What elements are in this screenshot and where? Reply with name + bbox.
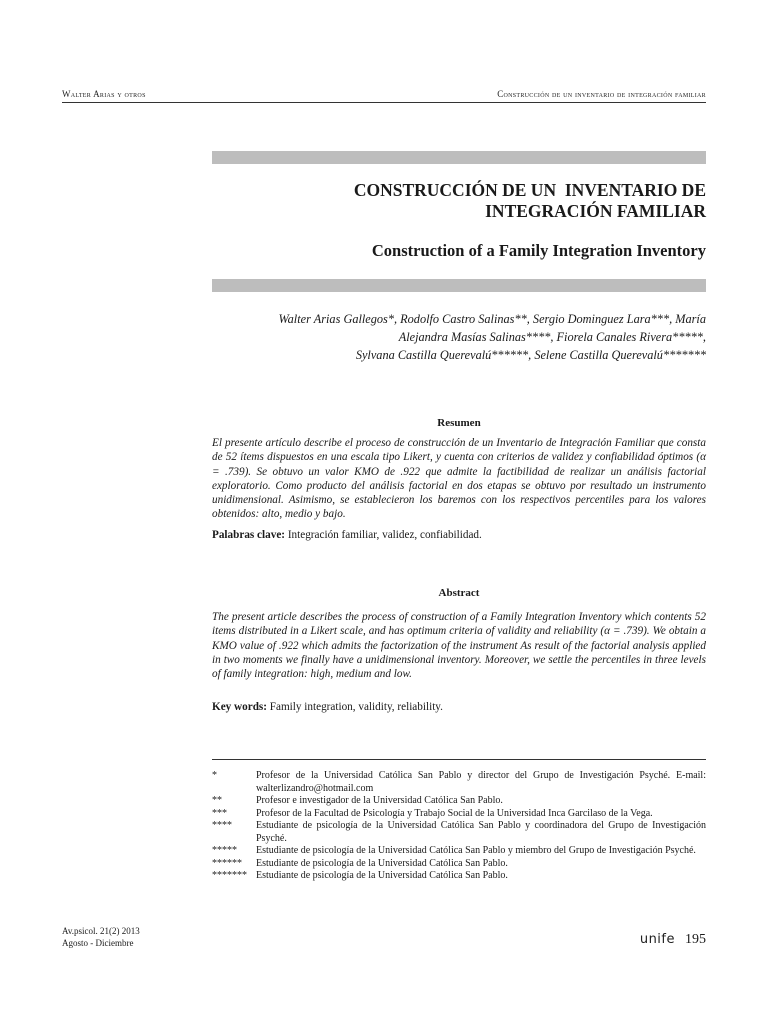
- running-head-left: Walter Arias y otros: [62, 89, 146, 99]
- article-title-english: Construction of a Family Integration Inventory: [371, 241, 706, 260]
- footnote-text: Estudiante de psicología de la Universidad Católica San Pablo.: [256, 870, 508, 881]
- footnote-mark: *******: [212, 870, 247, 881]
- header-rule: [62, 102, 706, 103]
- journal-info: [62, 925, 140, 949]
- palabras-clave: [212, 529, 706, 541]
- footnote-text: Profesor de la Facultad de Psicología y Trabajo Social de la Universidad Inca Garcilaso de la Vega.: [256, 807, 653, 819]
- authors-line-1: Walter Arias Gallegos*, Rodolfo Castro Salinas**, Sergio Dominguez Lara***, María: [278, 312, 706, 326]
- page-number: 195: [685, 932, 706, 947]
- key-words: [212, 701, 706, 713]
- footnote-text: Estudiante de psicología de la Universidad Católica San Pablo y coordinadora del Grupo de Investigación Psyché.: [256, 820, 706, 844]
- abstract-heading: Abstract: [438, 587, 480, 599]
- journal-volume: Av.psicol. 21(2) 2013: [62, 926, 140, 936]
- footnote: [212, 770, 706, 795]
- footnote: [212, 858, 706, 871]
- page-footer-right: [640, 932, 706, 948]
- footnote-mark: *: [212, 770, 217, 781]
- footnote: [212, 870, 706, 883]
- authors-line-2: Alejandra Masías Salinas****, Fiorela Canales Rivera*****,: [398, 330, 706, 344]
- journal-period: Agosto - Diciembre: [62, 938, 134, 948]
- resumen-text: El presente artículo describe el proceso de construcción de un Inventario de Integración Familiar que consta de 52 ítems dispuestos en una escala tipo Likert, y cuenta con criterios de validez y confiabilidad óptimos (α = .739). Se obtuvo un valor KMO de .922 que admite la factibilidad de realizar un análisis factorial exploratorio. Como producto del análisis factorial en dos etapas se obtuvo por resultado un instrumento unidimensional. Asimismo, se establecieron los baremos con los respectivos percentiles para los valores obtenidos: alto, medio y bajo.: [212, 437, 706, 521]
- footnotes: [212, 770, 706, 883]
- resumen-heading: Resumen: [437, 417, 481, 429]
- title-line-1: CONSTRUCCIÓN DE UN INVENTARIO DE: [353, 180, 706, 200]
- footnote-mark: ***: [212, 807, 227, 819]
- unife-logo: unife: [639, 932, 675, 947]
- running-head-right: Construcción de un inventario de integración familiar: [497, 89, 706, 99]
- article-title: [212, 180, 706, 222]
- author-list: [200, 310, 706, 364]
- abstract-text: The present article describes the process of construction of a Family Integration Inventory which contents 52 items distributed in a Likert scale, and has optimum criteria of validity and reliability (α = .739). We obtain a KMO value of .922 which admits the factorization of the instrument As result of the factorial analysis applied in two moments we finally have a unidimensional inventory. Moreover, we settle the percentiles in three levels of family integration: high, medium and low.: [212, 611, 706, 681]
- title-top-bar: [212, 151, 706, 164]
- authors-line-3: Sylvana Castilla Querevalú******, Selene Castilla Querevalú*******: [355, 348, 706, 362]
- footnote-text: Estudiante de psicología de la Universidad Católica San Pablo.: [256, 857, 508, 869]
- key-words-values: Family integration, validity, reliability.: [269, 701, 443, 713]
- footnote-mark: **: [212, 795, 222, 806]
- footnote: [212, 820, 706, 845]
- palabras-clave-label: Palabras clave:: [212, 529, 286, 541]
- footnote-text: Profesor e investigador de la Universidad Católica San Pablo.: [256, 795, 503, 806]
- footnote-rule: [212, 759, 706, 760]
- title-bottom-bar: [212, 279, 706, 292]
- footnote: [212, 808, 706, 821]
- footnote: [212, 845, 706, 858]
- title-line-2: INTEGRACIÓN FAMILIAR: [485, 201, 706, 221]
- palabras-clave-values: Integración familiar, validez, confiabilidad.: [287, 529, 482, 541]
- footnote-mark: ******: [212, 857, 242, 869]
- footnote-mark: *****: [212, 845, 237, 856]
- footnote-text: Profesor de la Universidad Católica San Pablo y director del Grupo de Investigación Psyché. E-mail: walterlizandro@hotmail.com: [256, 770, 706, 794]
- footnote: [212, 795, 706, 808]
- footnote-mark: ****: [212, 820, 232, 831]
- footnote-text: Estudiante de psicología de la Universidad Católica San Pablo y miembro del Grupo de Investigación Psyché.: [256, 845, 696, 856]
- key-words-label: Key words:: [212, 701, 267, 713]
